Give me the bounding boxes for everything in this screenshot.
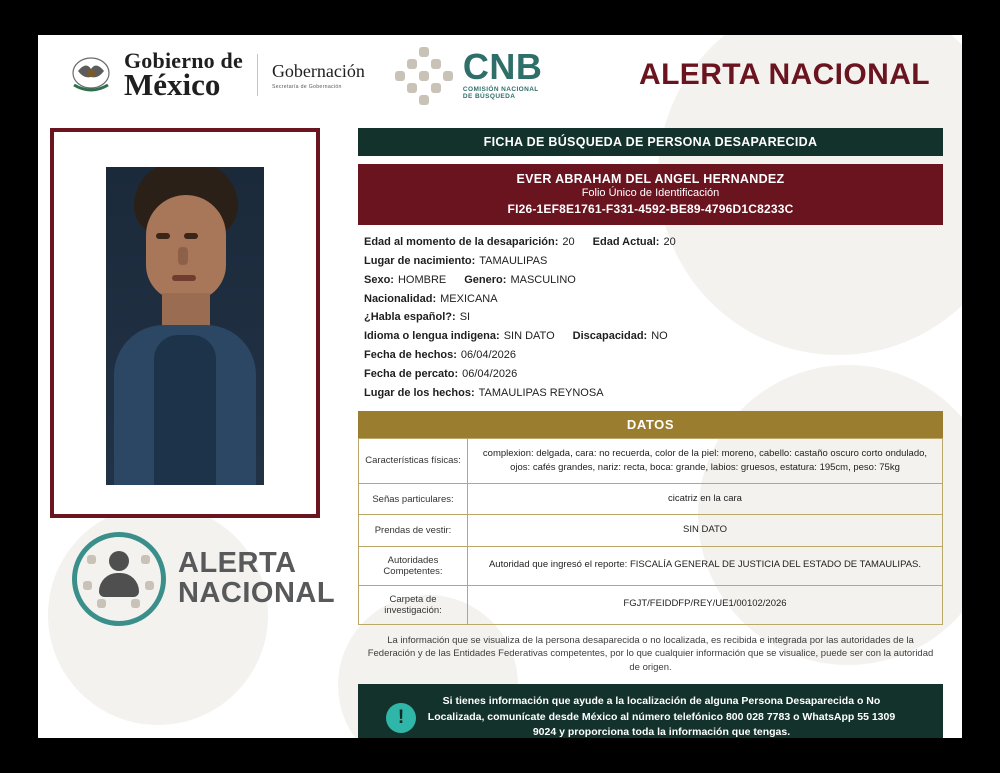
row-value: FGJT/FEIDDFP/REY/UE1/00102/2026 xyxy=(468,585,943,624)
row-key: Características físicas: xyxy=(359,438,468,484)
field-list xyxy=(358,235,943,401)
field-row-fecha-hechos xyxy=(364,348,943,363)
disclaimer-text: La información que se visualiza de la persona desaparecida o no localizada, es recibida e integrada por las autoridades de la Federación y de las Entidades Federativas competentes, por lo que cualquier información que se visualice, puede ser con la autoridad de origen. xyxy=(367,634,934,674)
missing-person-photo xyxy=(106,167,264,485)
header-divider xyxy=(257,54,258,96)
idioma-label: Idioma o lengua indigena: xyxy=(364,330,500,343)
field-row-lugar-hechos xyxy=(364,386,943,401)
row-value: complexion: delgada, cara: no recuerda, color de la piel: moreno, cabello: castaño oscuro corto ondulado, ojos: cafés grandes, nariz: recta, boca: grande, labios: gruesos, estatura: 195cm, peso: 75kg xyxy=(468,438,943,484)
row-key: Autoridades Competentes: xyxy=(359,546,468,585)
edad-actual-value: 20 xyxy=(663,236,676,248)
genero-value: MASCULINO xyxy=(510,273,576,286)
gobierno-line2: México xyxy=(124,67,221,102)
field-row-sexo-genero xyxy=(364,273,943,288)
table-row xyxy=(359,546,943,585)
discapacidad-label: Discapacidad: xyxy=(572,330,648,343)
row-value: SIN DATO xyxy=(468,515,943,546)
lugar-nacimiento-label: Lugar de nacimiento: xyxy=(364,254,476,267)
table-row xyxy=(359,585,943,624)
field-row-idioma xyxy=(364,329,943,344)
person-name: EVER ABRAHAM DEL ANGEL HERNANDEZ xyxy=(516,172,785,186)
ficha-banner: FICHA DE BÚSQUEDA DE PERSONA DESAPARECIDA xyxy=(358,128,943,156)
alerta-nacional-logo xyxy=(72,533,336,625)
sexo-value: HOMBRE xyxy=(397,273,447,286)
nacionalidad-value: MEXICANA xyxy=(440,292,498,305)
alerta-nacional-mark-icon xyxy=(72,532,166,626)
gobernacion-wordmark xyxy=(272,61,365,90)
habla-espanol-value: SI xyxy=(459,311,471,324)
identity-banner xyxy=(358,164,943,225)
sexo-label: Sexo: xyxy=(364,273,394,286)
alerta-logo-line2: NACIONAL xyxy=(178,577,336,609)
row-key: Prendas de vestir: xyxy=(359,515,468,546)
cnb-emblem-icon xyxy=(391,45,457,105)
field-row-habla-espanol xyxy=(364,310,943,325)
contact-banner xyxy=(358,684,943,738)
page-title: ALERTA NACIONAL xyxy=(639,58,930,91)
lugar-hechos-label: Lugar de los hechos: xyxy=(364,386,475,399)
gobernacion-label: Gobernación xyxy=(271,60,365,81)
row-value: cicatriz en la cara xyxy=(468,484,943,515)
lugar-nacimiento-value: TAMAULIPAS xyxy=(479,254,548,267)
datos-section-title: DATOS xyxy=(358,411,943,438)
exclamation-icon: ! xyxy=(386,703,416,733)
datos-table xyxy=(358,438,943,625)
table-row xyxy=(359,484,943,515)
alerta-nacional-text xyxy=(178,549,335,608)
fecha-percato-label: Fecha de percato: xyxy=(364,367,459,380)
document-header xyxy=(38,35,962,115)
cnb-line1: COMISIÓN NACIONAL xyxy=(462,86,539,94)
edad-desaparicion-label: Edad al momento de la desaparición: xyxy=(364,236,559,248)
field-row-fecha-percato xyxy=(364,367,943,382)
cnb-line2: DE BÚSQUEDA xyxy=(462,93,516,101)
habla-espanol-label: ¿Habla español?: xyxy=(364,311,456,324)
gobernacion-sublabel: Secretaría de Gobernación xyxy=(271,83,342,90)
row-key: Carpeta de investigación: xyxy=(359,585,468,624)
edad-desaparicion-value: 20 xyxy=(562,236,575,248)
field-row-nacionalidad xyxy=(364,292,943,307)
discapacidad-value: NO xyxy=(651,330,668,343)
fecha-hechos-value: 06/04/2026 xyxy=(460,349,516,362)
folio-value: FI26-1EF8E1761-F331-4592-BE89-4796D1C8233C xyxy=(507,202,794,216)
field-row-lugar-nacimiento xyxy=(364,254,943,269)
fecha-hechos-label: Fecha de hechos: xyxy=(364,349,457,362)
lugar-hechos-value: TAMAULIPAS REYNOSA xyxy=(478,386,604,399)
alert-document xyxy=(38,35,962,738)
fecha-percato-value: 06/04/2026 xyxy=(462,367,518,380)
folio-label: Folio Único de Identificación xyxy=(581,187,720,199)
table-row xyxy=(359,515,943,546)
table-row xyxy=(359,438,943,484)
alerta-logo-line1: ALERTA xyxy=(178,547,297,580)
record-panel xyxy=(358,128,943,738)
cnb-acronym: CNB xyxy=(462,45,543,87)
edad-actual-label: Edad Actual: xyxy=(592,236,660,248)
mexican-eagle-seal-icon xyxy=(68,51,114,99)
photo-frame xyxy=(50,128,320,518)
cnb-text-block xyxy=(462,45,543,101)
row-key: Señas particulares: xyxy=(359,484,468,515)
genero-label: Genero: xyxy=(464,273,507,286)
gobierno-line1: Gobierno de xyxy=(124,48,243,73)
cnb-logo-block xyxy=(391,45,543,105)
gobierno-wordmark xyxy=(124,50,243,100)
row-value: Autoridad que ingresó el reporte: FISCALÍA GENERAL DE JUSTICIA DEL ESTADO DE TAMAULIPAS. xyxy=(468,546,943,585)
idioma-value: SIN DATO xyxy=(503,330,555,343)
field-row-edad xyxy=(364,235,943,250)
nacionalidad-label: Nacionalidad: xyxy=(364,292,437,305)
contact-text: Si tienes información que ayude a la localización de alguna Persona Desaparecida o No Localizada, comunícate desde México al número telefónico 800 028 7783 o WhatsApp 55 1309 9024 y proporciona toda la información que tengas. xyxy=(427,694,896,738)
